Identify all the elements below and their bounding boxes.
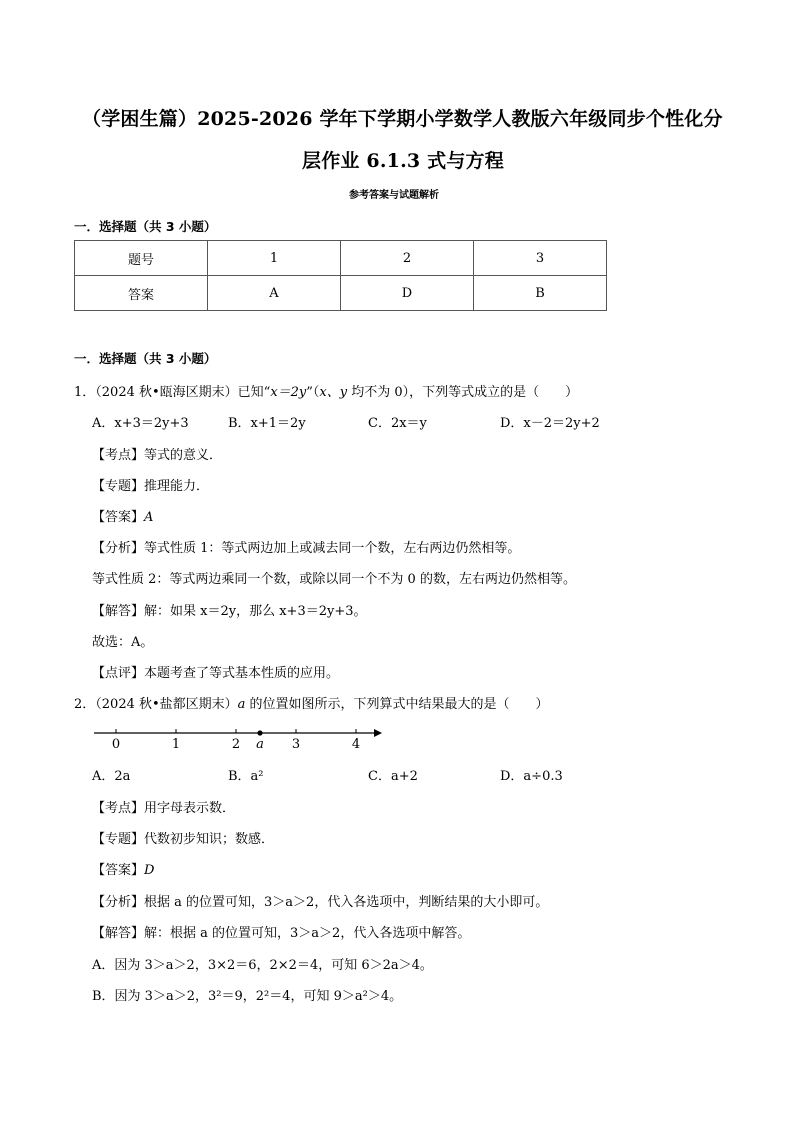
q2-stem-var: a (237, 697, 246, 712)
fenxi-tag: 【分析】 (92, 541, 145, 556)
number-line-tick-label: 0 (111, 737, 121, 752)
q1-stem-part: ”（ (306, 385, 320, 400)
number-line (90, 722, 390, 758)
q1-stem-part: 1．（2024 秋•瓯海区期末）已知“ (74, 385, 271, 400)
q2-option-b: B．a² (228, 769, 264, 784)
answer-section-heading: 一．选择题（共 3 小题） (74, 219, 217, 234)
daan-tag: 【答案】 (92, 863, 145, 878)
page-subtitle: 参考答案与试题解析 (349, 190, 439, 201)
q2-option-c: C．a+2 (368, 769, 418, 784)
number-line-arrow (374, 729, 382, 737)
answer-table (74, 240, 607, 311)
table-cell: 3 (474, 241, 607, 276)
answer-table-answer-row (75, 276, 607, 311)
number-line-point-a (257, 730, 262, 735)
q2-option-d: D．a÷0.3 (500, 769, 563, 784)
jieda-text: 解：如果 x＝2y，那么 x+3＝2y+3。 (144, 604, 367, 619)
q2-solution-b: B．因为 3＞a＞2，3²＝9，2²＝4，可知 9＞a²＞4。 (92, 989, 403, 1004)
fenxi-text: 根据 a 的位置可知，3＞a＞2，代入各选项中，判断结果的大小即可。 (144, 895, 549, 910)
number-line-tick-label: 2 (231, 737, 241, 752)
number-line-tick-label: 4 (351, 737, 361, 752)
number-line-tick-label: 1 (171, 737, 181, 752)
zhuanti-tag: 【专题】 (92, 479, 145, 494)
q2-kaodian (92, 797, 235, 816)
kaodian-text: 等式的意义． (144, 448, 223, 463)
jieda-tag: 【解答】 (92, 604, 145, 619)
q2-zhuanti (92, 828, 274, 847)
q1-stem-vars: x、y (319, 385, 348, 400)
kaodian-tag: 【考点】 (92, 801, 145, 816)
q1-option-c: C．2x＝y (368, 416, 427, 431)
q2-option-a: A．2a (92, 769, 131, 784)
q1-option-d: D．x－2＝2y+2 (500, 416, 600, 431)
daan-tag: 【答案】 (92, 510, 145, 525)
q1-option-b: B．x+1＝2y (228, 416, 306, 431)
q1-fenxi-line2: 等式性质 2：等式两边乘同一个数，或除以同一个不为 0 的数，左右两边仍然相等。 (92, 572, 576, 587)
q2-stem-part: 2．（2024 秋•盐都区期末） (74, 697, 238, 712)
q2-jieda (92, 922, 470, 941)
table-cell: 2 (341, 241, 474, 276)
daan-text: D (144, 863, 155, 878)
table-cell: 1 (208, 241, 341, 276)
fenxi-text: 等式性质 1：等式两边加上或减去同一个数，左右两边仍然相等。 (144, 541, 521, 556)
q1-option-a: A．x+3＝2y+3 (92, 416, 189, 431)
zhuanti-tag: 【专题】 (92, 832, 145, 847)
q1-fenxi (92, 537, 520, 556)
answer-table-header-row (75, 241, 607, 276)
table-cell: 题号 (75, 241, 208, 276)
number-line-point-label: a (256, 737, 264, 752)
dianping-text: 本题考查了等式基本性质的应用。 (144, 666, 340, 681)
detail-section-heading: 一．选择题（共 3 小题） (74, 351, 217, 366)
q2-stem-part: 的位置如图所示，下列算式中结果最大的是（ ） (245, 697, 549, 712)
q1-stem-equation: x＝2y (270, 385, 307, 400)
q1-kaodian (92, 444, 222, 463)
jieda-tag: 【解答】 (92, 926, 145, 941)
daan-text: A (144, 510, 154, 525)
q1-zhuanti (92, 475, 209, 494)
q2-solution-a: A．因为 3＞a＞2，3×2＝6，2×2＝4，可知 6＞2a＞4。 (92, 958, 433, 973)
zhuanti-text: 代数初步知识；数感． (144, 832, 275, 847)
table-cell: B (474, 276, 607, 311)
table-cell: 答案 (75, 276, 208, 311)
kaodian-text: 用字母表示数． (144, 801, 236, 816)
table-cell: D (341, 276, 474, 311)
q1-dianping (92, 662, 339, 681)
q1-jieda (92, 600, 367, 619)
page-title-line2: 层作业 6.1.3 式与方程 (302, 150, 504, 172)
number-line-tick-label: 3 (291, 737, 301, 752)
q1-stem-part: 均不为 0），下列等式成立的是（ ） (347, 385, 579, 400)
fenxi-tag: 【分析】 (92, 895, 145, 910)
q2-fenxi (92, 891, 548, 910)
q1-guxuan: 故选：A。 (92, 635, 154, 650)
q1-daan (92, 506, 153, 525)
table-cell: A (208, 276, 341, 311)
jieda-text: 解：根据 a 的位置可知，3＞a＞2，代入各选项中解答。 (144, 926, 471, 941)
zhuanti-text: 推理能力． (144, 479, 210, 494)
kaodian-tag: 【考点】 (92, 448, 145, 463)
page-title-line1: （学困生篇）2025-2026 学年下学期小学数学人教版六年级同步个性化分 (82, 108, 723, 130)
dianping-tag: 【点评】 (92, 666, 145, 681)
q2-stem (74, 693, 549, 712)
q1-stem (74, 381, 578, 400)
q2-daan (92, 859, 154, 878)
